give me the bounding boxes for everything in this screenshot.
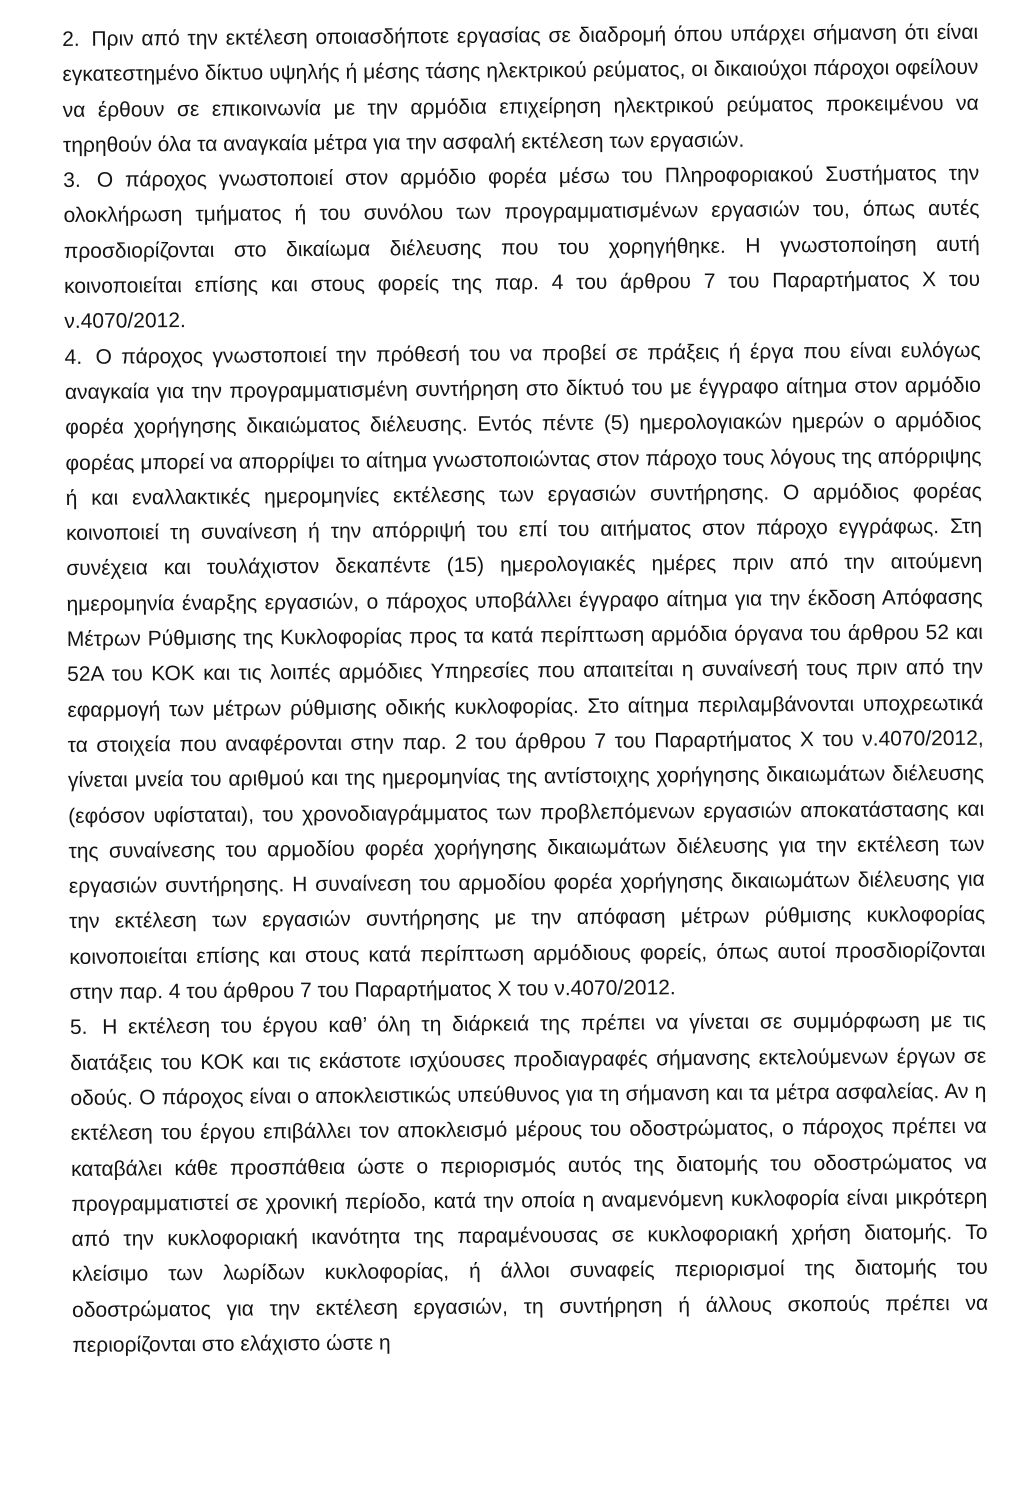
paragraph-text: Πριν από την εκτέλεση οποιασδήποτε εργασίας σε διαδρομή όπου υπάρχει σήμανση ότι είναι εγκατεστημένο δίκτυο υψηλής ή μέσης τάσης ηλεκτρικού ρεύματος, οι δικαιούχοι πάροχοι οφείλουν να έρθουν σε επικοινωνία με την αρμόδια επιχείρηση ηλεκτρικού ρεύματος προκειμένου να τηρηθούν όλα τα αναγκαία μέτρα για την ασφαλή εκτέλεση των εργασιών. <box>62 20 979 157</box>
paragraph-3 <box>63 156 980 340</box>
paragraph-text: Ο πάροχος γνωστοποιεί την πρόθεσή του να προβεί σε πράξεις ή έργα που είναι ευλόγως αναγκαία για την προγραμματισμένη συντήρηση στο δίκτυό του με έγγραφο αίτημα στον αρμόδιο φορέα χορήγησης δικαιώματος διέλευσης. Εντός πέντε (5) ημερολογιακών ημερών ο αρμόδιος φορέας μπορεί να απορρίψει το αίτημα γνωστοποιώντας στον πάροχο τους λόγους της απόρριψης ή και εναλλακτικές ημερομηνίες εκτέλεσης των εργασιών συντήρησης. Ο αρμόδιος φορέας κοινοποιεί τη συναίνεση ή την απόρριψή του επί του αιτήματος στον πάροχο εγγράφως. Στη συνέχεια και τουλάχιστον δεκαπέντε (15) ημερολογιακές ημέρες πριν από την αιτούμενη ημερομηνία έναρξης εργασιών, ο πάροχος υποβάλλει έγγραφο αίτημα για την έκδοση Απόφασης Μέτρων Ρύθμισης της Κυκλοφορίας προς τα κατά περίπτωση αρμόδια όργανα του άρθρου 52 και 52Α του ΚΟΚ και τις λοιπές αρμόδιες Υπηρεσίες που απαιτείται η συναίνεσή τους πριν από την εφαρμογή των μέτρων ρύθμισης οδικής κυκλοφορίας. Στο αίτημα περιλαμβάνονται υποχρεωτικά τα στοιχεία που αναφέρονται στην παρ. 2 του άρθρου 7 του Παραρτήματος Χ του ν.4070/2012, γίνεται μνεία του αριθμού και της ημερομηνίας της αντίστοιχης χορήγησης δικαιωμάτων διέλευσης (εφόσον υφίσταται), του χρονοδιαγράμματος των προβλεπόμενων εργασιών αποκατάστασης και της συναίνεσης του αρμοδίου φορέα χορήγησης δικαιωμάτων διέλευσης για την εκτέλεση των εργασιών συντήρησης. Η συναίνεση του αρμοδίου φορέα χορήγησης δικαιωμάτων διέλευσης για την εκτέλεση των εργασιών συντήρησης με την απόφαση μέτρων ρύθμισης κυκλοφορίας κοινοποιείται επίσης και στους κατά περίπτωση αρμόδιους φορείς, όπως αυτοί προσδιορίζονται στην παρ. 4 του άρθρου 7 του Παραρτήματος Χ του ν.4070/2012. <box>64 338 986 1004</box>
paragraph-number: 4. <box>64 345 83 369</box>
paragraph-number: 2. <box>62 27 80 51</box>
paragraph-2 <box>62 15 979 163</box>
document-body <box>62 15 989 1363</box>
paragraph-5 <box>70 1003 989 1363</box>
paragraph-number: 5. <box>69 1016 88 1040</box>
paragraph-4 <box>64 332 985 1010</box>
paragraph-text: Ο πάροχος γνωστοποιεί στον αρμόδιο φορέα μέσω του Πληροφοριακού Συστήματος την ολοκλήρωση τμήματος ή του συνόλου των προγραμματισμένων εργασιών του, όπως αυτές προσδιορίζονται στο δικαίωμα διέλευσης που του χορηγήθηκε. Η γνωστοποίηση αυτή κοινοποιείται επίσης και στους φορείς της παρ. 4 του άρθρου 7 του Παραρτήματος Χ του ν.4070/2012. <box>63 161 981 334</box>
paragraph-number: 3. <box>63 169 81 193</box>
paragraph-text: Η εκτέλεση του έργου καθ’ όλη τη διάρκειά της πρέπει να γίνεται σε συμμόρφωση με τις διατάξεις του ΚΟΚ και τις εκάστοτε ισχύουσες προδιαγραφές σήμανσης εκτελούμενων έργων σε οδούς. Ο πάροχος είναι ο αποκλειστικώς υπεύθυνος για τη σήμανση και τα μέτρα ασφαλείας. Αν η εκτέλεση του έργου επιβάλλει τον αποκλεισμό μέρους του οδοστρώματος, ο πάροχος πρέπει να καταβάλει κάθε προσπάθεια ώστε ο περιορισμός αυτός της διατομής του οδοστρώματος να προγραμματιστεί σε χρονική περίοδο, κατά την οποία η αναμενόμενη κυκλοφορία είναι μικρότερη από την κυκλοφοριακή ικανότητα της παραμένουσας σε κυκλοφοριακή χρήση διατομής. Το κλείσιμο των λωρίδων κυκλοφορίας, ή άλλοι συναφείς περιορισμοί της διατομής του οδοστρώματος για την εκτέλεση εργασιών, τη συντήρηση ή άλλους σκοπούς πρέπει να περιορίζονται στο ελάχιστο ώστε η <box>70 1009 989 1357</box>
